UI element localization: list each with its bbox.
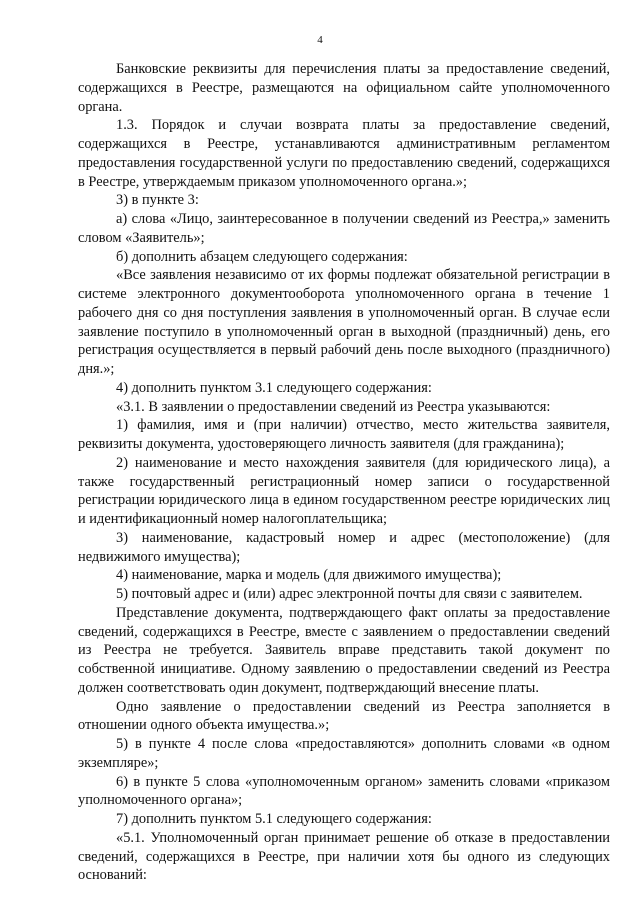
paragraph-one-object: Одно заявление о предоставлении сведений из Реестра заполняется в отношении одного объекта имущества.»;: [78, 698, 610, 734]
paragraph-3-1-1: 1) фамилия, имя и (при наличии) отчество, место жительства заявителя, реквизиты документа, удостоверяющего личность заявителя (для гражданина);: [78, 417, 610, 452]
paragraph-5-1: «5.1. Уполномоченный орган принимает решение об отказе в предоставлении сведений, содержащихся в Реестре, при наличии хотя бы одного из следующих оснований:: [78, 829, 610, 884]
paragraph-1-3: 1.3. Порядок и случаи возврата платы за предоставление сведений, содержащихся в Реестре, устанавливаются административным регламентом предоставления государственной услуги по предоставлению сведений, содержащихся в Реестре, утверждаемым приказом уполномоченного органа.»;: [78, 117, 610, 190]
paragraph-3-1-5: 5) почтовый адрес и (или) адрес электронной почты для связи с заявителем.: [116, 586, 583, 602]
paragraph-item-6: 6) в пункте 5 слова «уполномоченным органом» заменить словами «приказом уполномоченного органа»;: [78, 773, 610, 809]
paragraph-3-1: «3.1. В заявлении о предоставлении сведений из Реестра указываются:: [116, 398, 551, 415]
paragraph-item-3a: а) слова «Лицо, заинтересованное в получении сведений из Реестра,» заменить словом «Заявитель»;: [78, 211, 610, 246]
paragraph-item-4: 4) дополнить пунктом 3.1 следующего содержания:: [116, 379, 432, 396]
page-number: 4: [317, 34, 323, 46]
paragraph-registration: «Все заявления независимо от их формы подлежат обязательной регистрации в системе электронного документооборота уполномоченного органа в течение 1 рабочего дня со дня поступления заявления в уполномоченный орган. В случае если заявление поступило в уполномоченный орган в выходной (праздничный) день, его регистрация осуществляется в первый рабочий день после выходного (праздничного) дня.»;: [78, 267, 610, 377]
paragraph-payment-document: Представление документа, подтверждающего факт оплаты за предоставление сведений, содержащихся в Реестре, вместе с заявлением о предоставлении сведений из Реестра не требуется. Заявитель вправе представить такой документ по собственной инициативе. Одному заявлению о предоставлении сведений из Реестра должен соответствовать один документ, подтверждающий внесение платы.: [78, 604, 610, 696]
paragraph-item-5: 5) в пункте 4 после слова «предоставляются» дополнить словами «в одном экземпляре»;: [78, 736, 610, 771]
document-body: [78, 60, 610, 885]
paragraph-3-1-3: 3) наименование, кадастровый номер и адрес (местоположение) (для недвижимого имущества);: [78, 529, 610, 565]
paragraph-3-1-4: 4) наименование, марка и модель (для движимого имущества);: [116, 567, 502, 584]
paragraph-item-7: 7) дополнить пунктом 5.1 следующего содержания:: [116, 811, 432, 827]
paragraph-item-3: 3) в пункте 3:: [116, 192, 199, 209]
paragraph-3-1-2: 2) наименование и место нахождения заявителя (для юридического лица), а также государственный регистрационный номер записи о государственной регистрации юридического лица в едином государственном реестре юридических лиц и идентификационный номер налогоплательщика;: [78, 454, 610, 527]
paragraph-bank-details: Банковские реквизиты для перечисления платы за предоставление сведений, содержащихся в Реестре, размещаются на официальном сайте уполномоченного органа.: [78, 61, 610, 115]
paragraph-item-3b: б) дополнить абзацем следующего содержания:: [116, 248, 408, 265]
